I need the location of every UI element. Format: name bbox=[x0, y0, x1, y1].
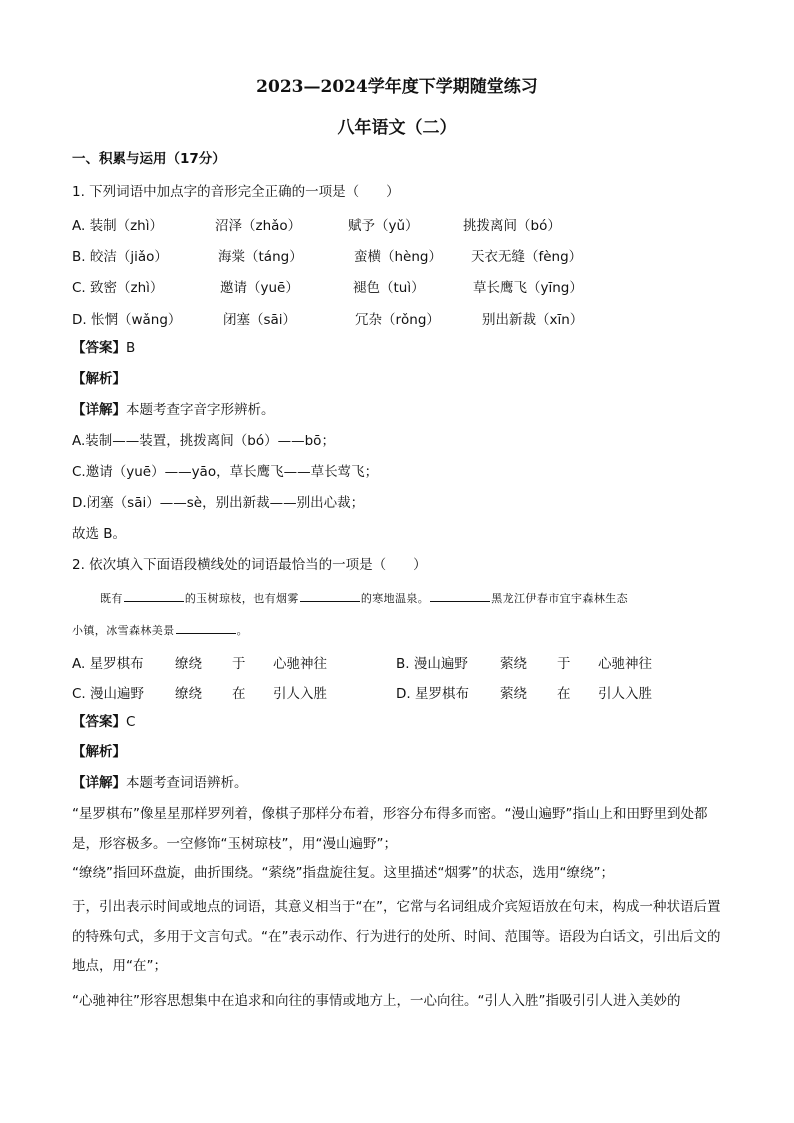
passage-text: 。 bbox=[236, 624, 249, 637]
choice-text: 于 bbox=[557, 656, 571, 672]
fill-blank bbox=[430, 589, 490, 602]
option-text: 邀请（yuē） bbox=[220, 280, 299, 296]
passage-text: 的玉树琼枝，也有烟雾 bbox=[184, 592, 299, 605]
fill-blank bbox=[124, 589, 184, 602]
q1-conclusion: 故选 B。 bbox=[72, 526, 127, 542]
q1-stem: 1. 下列词语中加点字的音形完全正确的一项是（ ） bbox=[72, 184, 400, 200]
choice-text: 缭绕 bbox=[175, 656, 202, 672]
q2-analysis-label: 【解析】 bbox=[72, 744, 126, 760]
choice-text: 引人入胜 bbox=[598, 686, 652, 702]
option-text: 蛮横（hèng） bbox=[354, 249, 442, 265]
option-text: A. 装制（zhì） bbox=[72, 218, 163, 234]
option-text: 赋予（yǔ） bbox=[348, 218, 419, 234]
detail-label: 【详解】 bbox=[72, 775, 126, 791]
option-text: D. 怅惘（wǎng） bbox=[72, 312, 182, 328]
choice-text: 于 bbox=[232, 656, 246, 672]
option-text: 海棠（táng） bbox=[218, 249, 303, 265]
q2-analysis-paragraph: “星罗棋布”像星星那样罗列着，像棋子那样分布着，形容分布得多而密。“漫山遍野”指山上和田野里到处都是，形容极多。一空修饰“玉树琼枝”，用“漫山遍野”； bbox=[72, 806, 708, 852]
q1-analysis-line: C.邀请（yuē）——yāo，草长鹰飞——草长莺飞； bbox=[72, 464, 379, 480]
passage-text: 的寒地温泉。 bbox=[360, 592, 430, 605]
choice-text: 缭绕 bbox=[175, 686, 202, 702]
choice-text: 引人入胜 bbox=[273, 686, 327, 702]
document-subtitle: 八年语文（二） bbox=[337, 118, 457, 138]
option-text: B. 皎洁（jiǎo） bbox=[72, 249, 168, 265]
q1-detail bbox=[72, 401, 275, 419]
choice-text: 萦绕 bbox=[500, 686, 527, 702]
choice-text: 心驰神往 bbox=[598, 656, 652, 672]
q1-analysis-line: A.装制——装置，挑拨离间（bó）——bō； bbox=[72, 433, 335, 449]
option-text: 别出新裁（xīn） bbox=[482, 312, 584, 328]
option-text: 褪色（tuì） bbox=[353, 280, 425, 296]
choice-text: 心驰神往 bbox=[273, 656, 327, 672]
q1-answer bbox=[72, 339, 135, 357]
choice-text: 萦绕 bbox=[500, 656, 527, 672]
fill-blank bbox=[300, 589, 360, 602]
option-text: C. 致密（zhì） bbox=[72, 280, 164, 296]
choice-text: 在 bbox=[232, 686, 246, 702]
section-heading: 一、积累与运用（17分） bbox=[72, 151, 226, 167]
choice-text: D. 星罗棋布 bbox=[396, 686, 469, 702]
q2-stem: 2. 依次填入下面语段横线处的词语最恰当的一项是（ ） bbox=[72, 557, 427, 573]
choice-text: A. 星罗棋布 bbox=[72, 656, 144, 672]
option-text: 天衣无缝（fèng） bbox=[471, 249, 583, 265]
q2-detail bbox=[72, 774, 248, 792]
q2-passage-line2 bbox=[72, 621, 248, 638]
detail-label: 【详解】 bbox=[72, 402, 126, 418]
option-text: 冗杂（rǒng） bbox=[355, 312, 440, 328]
answer-label: 【答案】 bbox=[72, 340, 126, 356]
option-text: 沼泽（zhǎo） bbox=[215, 218, 302, 234]
choice-text: B. 漫山遍野 bbox=[396, 656, 468, 672]
answer-value: B bbox=[126, 340, 136, 356]
option-text: 闭塞（sāi） bbox=[223, 312, 297, 328]
passage-text: 黑龙江伊春市宜宇森林生态 bbox=[491, 592, 629, 605]
q2-answer bbox=[72, 713, 135, 731]
q1-analysis-label: 【解析】 bbox=[72, 371, 126, 387]
answer-label: 【答案】 bbox=[72, 714, 126, 730]
option-text: 草长鹰飞（yīng） bbox=[473, 280, 583, 296]
q2-analysis-paragraph: “缭绕”指回环盘旋，曲折围绕。“萦绕”指盘旋往复。这里描述“烟雾”的状态，选用“缭绕”； bbox=[72, 865, 614, 881]
passage-text: 既有 bbox=[100, 592, 123, 605]
answer-value: C bbox=[126, 714, 136, 730]
detail-text: 本题考查词语辨析。 bbox=[126, 775, 248, 791]
q2-analysis-paragraph: 于，引出表示时间或地点的词语，其意义相当于“在”，它常与名词组成介宾短语放在句末，构成一种状语后置的特殊句式，多用于文言句式。“在”表示动作、行为进行的处所、时间、范围等。语段为白话文，引出后文的地点，用“在”； bbox=[72, 899, 721, 974]
q2-passage-line1 bbox=[100, 589, 628, 606]
document-title: 2023—2024学年度下学期随堂练习 bbox=[256, 77, 538, 97]
fill-blank bbox=[176, 621, 236, 634]
detail-text: 本题考查字音字形辨析。 bbox=[126, 402, 275, 418]
choice-text: C. 漫山遍野 bbox=[72, 686, 145, 702]
passage-text: 小镇，冰雪森林美景 bbox=[72, 624, 175, 637]
q1-analysis-line: D.闭塞（sāi）——sè，别出新裁——别出心裁； bbox=[72, 495, 365, 511]
choice-text: 在 bbox=[557, 686, 571, 702]
option-text: 挑拨离间（bó） bbox=[463, 218, 561, 234]
q2-analysis-paragraph: “心驰神往”形容思想集中在追求和向往的事情或地方上，一心向往。“引人入胜”指吸引引人进入美妙的 bbox=[72, 993, 681, 1009]
